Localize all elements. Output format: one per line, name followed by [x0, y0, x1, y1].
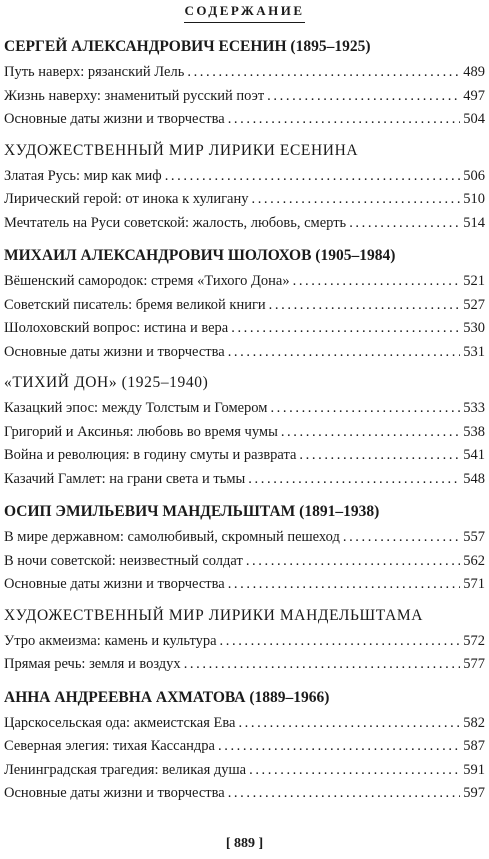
section-heading-akhmatova: [4, 688, 485, 708]
author-dates: (1889–1966): [249, 688, 330, 706]
section-heading-tikhiy-don: «ТИХИЙ ДОН» (1925–1940): [4, 374, 209, 391]
entry-title: Основные даты жизни и творчества: [4, 576, 225, 592]
leader-dots: [218, 735, 460, 759]
entry-title: Царскосельская ода: акмеистская Ева: [4, 714, 236, 731]
entry-title: Лирический герой: от инока к хулигану: [4, 191, 249, 207]
entry-title: Война и революция: в годину смуты и разврата: [4, 447, 297, 463]
entry-page: 548: [463, 470, 485, 487]
header-divider: [184, 22, 305, 23]
toc-entry[interactable]: [4, 165, 485, 189]
entry-title: Казацкий эпос: между Толстым и Гомером: [4, 400, 268, 416]
toc-entry[interactable]: [4, 653, 485, 677]
toc-entry[interactable]: [4, 735, 485, 759]
toc-entry[interactable]: [4, 317, 485, 341]
leader-dots: [231, 317, 460, 341]
entry-title: Прямая речь: земля и воздух: [4, 656, 181, 672]
leader-dots: [228, 108, 461, 132]
section-heading-mandelstam: [4, 502, 485, 522]
leader-dots: [228, 341, 461, 365]
page-header: [0, 0, 489, 20]
leader-dots: [269, 294, 461, 318]
author-dates: (1891–1938): [299, 503, 380, 520]
entry-title: Шолоховский вопрос: истина и вера: [4, 320, 229, 336]
leader-dots: [270, 397, 460, 421]
entry-title: Северная элегия: тихая Кассандра: [4, 738, 215, 754]
leader-dots: [251, 188, 460, 212]
entry-page: 504: [463, 111, 485, 127]
entry-page: 541: [463, 447, 485, 463]
entry-page: 510: [463, 191, 485, 207]
author-name: СЕРГЕЙ АЛЕКСАНДРОВИЧ ЕСЕНИН: [4, 38, 287, 55]
toc-entry[interactable]: [4, 759, 485, 783]
entry-page: 489: [463, 64, 485, 80]
toc-entry[interactable]: [4, 630, 485, 654]
entry-title: Советский писатель: бремя великой книги: [4, 296, 266, 313]
toc-entry[interactable]: [4, 397, 485, 421]
entry-title: Основные даты жизни и творчества: [4, 343, 225, 360]
toc-entry[interactable]: [4, 270, 485, 294]
leader-dots: [281, 421, 460, 445]
author-name: АННА АНДРЕЕВНА АХМАТОВА: [4, 688, 246, 706]
entry-page: 582: [463, 714, 485, 731]
table-of-contents: [4, 37, 485, 806]
leader-dots: [249, 759, 460, 783]
section-heading-esenin: [4, 37, 485, 57]
entry-page: 497: [463, 87, 485, 104]
toc-entry[interactable]: [4, 108, 485, 132]
entry-title: Григорий и Аксинья: любовь во время чумы: [4, 423, 278, 440]
entry-page: 587: [463, 738, 485, 754]
leader-dots: [246, 550, 460, 574]
entry-page: 527: [463, 296, 485, 313]
entry-page: 557: [463, 529, 485, 545]
section-heading-mandelstam-lyric: ХУДОЖЕСТВЕННЫЙ МИР ЛИРИКИ МАНДЕЛЬШТАМА: [4, 606, 424, 624]
entry-title: Путь наверх: рязанский Лель: [4, 64, 185, 80]
entry-page: 571: [463, 576, 485, 592]
toc-entry[interactable]: [4, 468, 485, 492]
toc-entry[interactable]: [4, 85, 485, 109]
entry-title: В ночи советской: неизвестный солдат: [4, 552, 243, 569]
leader-dots: [220, 630, 461, 654]
toc-entry[interactable]: [4, 188, 485, 212]
entry-page: 533: [463, 400, 485, 416]
toc-entry[interactable]: [4, 782, 485, 806]
entry-page: 521: [463, 273, 485, 289]
toc-entry[interactable]: [4, 294, 485, 318]
leader-dots: [343, 526, 460, 550]
entry-title: Жизнь наверху: знаменитый русский поэт: [4, 87, 265, 104]
section-heading-sholokhov: [4, 246, 485, 266]
leader-dots: [248, 468, 460, 492]
toc-entry[interactable]: [4, 341, 485, 365]
entry-page: 572: [463, 632, 485, 649]
entry-title: Основные даты жизни и творчества: [4, 785, 225, 801]
leader-dots: [299, 444, 460, 468]
author-dates: (1895–1925): [290, 38, 371, 55]
entry-title: Казачий Гамлет: на грани света и тьмы: [4, 470, 246, 487]
entry-title: В мире державном: самолюбивый, скромный пешеход: [4, 529, 340, 545]
toc-entry[interactable]: [4, 421, 485, 445]
entry-page: 562: [463, 552, 485, 569]
entry-page: 530: [463, 320, 485, 336]
leader-dots: [293, 270, 461, 294]
entry-page: 514: [463, 214, 485, 231]
leader-dots: [238, 712, 460, 736]
leader-dots: [228, 782, 461, 806]
entry-title: Основные даты жизни и творчества: [4, 111, 225, 127]
toc-entry[interactable]: [4, 444, 485, 468]
entry-page: 531: [463, 343, 485, 360]
entry-page: 597: [463, 785, 485, 801]
leader-dots: [187, 61, 460, 85]
author-name: МИХАИЛ АЛЕКСАНДРОВИЧ ШОЛОХОВ: [4, 247, 312, 264]
leader-dots: [165, 165, 461, 189]
leader-dots: [184, 653, 461, 677]
toc-entry[interactable]: [4, 550, 485, 574]
entry-title: Ленинградская трагедия: великая душа: [4, 761, 247, 778]
entry-title: Мечтатель на Руси советской: жалость, любовь, смерть: [4, 214, 347, 231]
entry-page: 538: [463, 423, 485, 440]
toc-entry[interactable]: [4, 573, 485, 597]
entry-title: Утро акмеизма: камень и культура: [4, 632, 217, 649]
section-heading-esenin-lyric: ХУДОЖЕСТВЕННЫЙ МИР ЛИРИКИ ЕСЕНИНА: [4, 141, 359, 159]
toc-entry[interactable]: [4, 526, 485, 550]
toc-entry[interactable]: [4, 61, 485, 85]
entry-page: 506: [463, 167, 485, 184]
toc-entry[interactable]: [4, 212, 485, 236]
leader-dots: [228, 573, 461, 597]
entry-page: 591: [463, 761, 485, 778]
author-name: ОСИП ЭМИЛЬЕВИЧ МАНДЕЛЬШТАМ: [4, 503, 296, 520]
author-dates: (1905–1984): [315, 247, 396, 264]
toc-entry[interactable]: [4, 712, 485, 736]
page-number: [ 889 ]: [225, 836, 264, 851]
leader-dots: [267, 85, 460, 109]
entry-title: Вёшенский самородок: стремя «Тихого Дона»: [4, 273, 290, 289]
entry-title: Златая Русь: мир как миф: [4, 167, 162, 184]
leader-dots: [349, 212, 460, 236]
entry-page: 577: [463, 656, 485, 672]
page-title: СОДЕРЖАНИЕ: [184, 3, 305, 18]
